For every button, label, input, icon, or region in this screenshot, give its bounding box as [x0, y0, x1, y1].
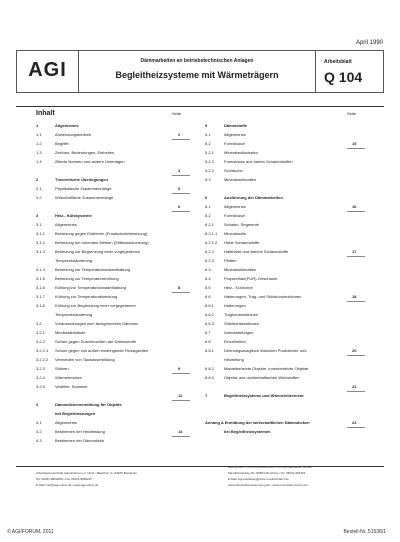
toc-entry-title: mit Begleitheizungen	[55, 411, 96, 416]
toc-entry-number: 5.2.3	[205, 168, 214, 173]
toc-entry-page: 17	[352, 249, 357, 254]
toc-entry-number: 1.4	[36, 159, 42, 164]
toc-entry-title: Einzelheiten	[224, 339, 246, 344]
copyright: © AGI/FORUM, 2011	[7, 529, 54, 535]
toc-entry-title: Mineralwollschalen	[224, 150, 258, 155]
toc-entry-number: 2.2	[36, 195, 42, 200]
toc-entry-number: 1	[36, 123, 39, 128]
toc-entry-title: Kühlung zur Temperaturkonstanthaltung	[55, 285, 126, 290]
footer-right-line4: www.industrielle-daemmung.de • www.immobilien-buch.com	[228, 483, 308, 487]
toc-entry-title: Wirtschaftliche Zusammenhänge	[55, 195, 114, 200]
toc-entry-number: 3.1.4	[36, 267, 45, 272]
page-column-label-left: Seite	[172, 111, 182, 116]
toc-entry-title: Mindestabstände	[55, 330, 86, 335]
page-separator-line	[347, 355, 365, 356]
toc-entry-title: Mantelbeheizte Objekte, Innenbeheizte Objekte	[224, 366, 309, 371]
toc-entry-page: 9	[178, 366, 181, 371]
toc-entry-number: 5	[205, 123, 208, 128]
toc-entry-title: Begleitheizsysteme und Wärmeleitzement	[224, 393, 304, 398]
toc-entry-number: 4	[36, 402, 39, 407]
toc-entry-number: 5.2.1	[205, 150, 214, 155]
toc-entry-title: Schutz gegen Durchfeuchten der Dämmstoffe	[55, 339, 137, 344]
toc-entry-title: Stützkonstruktionen	[224, 321, 260, 326]
toc-entry-number: 3.2	[36, 321, 42, 326]
sheet-number: Q 104	[324, 69, 363, 85]
toc-entry-number: 6.3	[205, 267, 211, 272]
footer-divider	[16, 466, 384, 467]
toc-entry-number: 6.6.2	[205, 312, 214, 317]
toc-entry-number: 6.2.2	[205, 249, 214, 254]
toc-entry-title: Begriffe	[55, 141, 69, 146]
toc-entry-title: Formstücke	[224, 213, 245, 218]
toc-entry-title: Objekte aus nichtmetallischen Werkstoffen	[224, 375, 300, 380]
footer-left-line1: Arbeitsgemeinschaft Industriebau e.V. (AGI) • Bleichstr. 9 • 64625 Bensheim	[36, 471, 138, 475]
toc-entry-title: Platten	[224, 258, 237, 263]
toc-entry-number: 6.6.1	[205, 303, 214, 308]
toc-entry-title: Mineralwollmatten	[224, 177, 257, 182]
toc-entry-title: Formstücke aus harten Schaumstoffen	[224, 159, 293, 164]
toc-entry-title: Temperaturänderung	[55, 312, 93, 317]
toc-entry-number: 3.1	[36, 222, 42, 227]
toc-entry-number: 6.7	[205, 330, 211, 335]
toc-entry-number: 6.6.3	[205, 321, 214, 326]
toc-entry-number: 4.3	[36, 438, 42, 443]
toc-entry-title: Voraussetzungen zum fachgerechten Dämmen	[55, 321, 139, 326]
toc-entry-number: 6.5	[205, 285, 211, 290]
toc-entry-page: 18	[352, 294, 357, 299]
toc-entry-number: 6.8.2	[205, 366, 214, 371]
toc-entry-title: Kühlung zur Begrenzung einer vorgegebenen	[55, 303, 136, 308]
toc-entry-title: Bestimmen der Dämmdicke	[55, 438, 105, 443]
toc-entry-number: 4.1	[36, 420, 42, 425]
toc-entry-number: 1.1	[36, 132, 42, 137]
toc-entry-title: Halterungen	[224, 303, 246, 308]
toc-entry-title: Allgemeines	[224, 204, 246, 209]
toc-entry-number: 3.1.7	[36, 294, 45, 299]
toc-entry-title: Mineralwolle	[224, 231, 247, 236]
toc-entry-title: Verteiler, Sammler	[55, 384, 88, 389]
toc-entry-number: 3.2.2.2	[36, 357, 49, 362]
page-separator-line	[347, 211, 365, 212]
toc-entry-number: 3.2.2	[36, 339, 45, 344]
toc-entry-title: Mineralwollmatten	[224, 267, 257, 272]
toc-entry-title: Tragkonstruktionen	[224, 312, 259, 317]
toc-entry-page: 14	[178, 429, 183, 434]
toc-entry-title: Ausführung der Dämmarbeiten	[224, 195, 283, 200]
toc-entry-title: Schläuche	[224, 168, 243, 173]
toc-entry-page: 16	[352, 204, 357, 209]
toc-entry-number: 2	[36, 177, 39, 182]
page-separator-line	[347, 427, 365, 428]
toc-entry-title: Schutz gegen von außen eindringende Flüssigkeiten	[55, 348, 149, 353]
footer-right-line1: Bezug durch: FORUM Zeitschriften- und Spezialmedien GmbH	[228, 465, 312, 469]
page-separator-line	[172, 211, 190, 212]
toc-entry-number: 6.2.1.2	[205, 240, 218, 245]
toc-entry-page: 20	[352, 348, 357, 353]
toc-entry-number: 6.6	[205, 294, 211, 299]
toc-entry-number: 5.1	[205, 132, 211, 137]
toc-heading: Inhalt	[36, 110, 55, 117]
toc-entry-title: Formstücke	[224, 141, 245, 146]
toc-entry-number: 6.2	[205, 213, 211, 218]
toc-entry-number: 7	[205, 393, 208, 398]
toc-entry-number: 3.1.8	[36, 303, 45, 308]
toc-entry-page: 21	[352, 384, 357, 389]
order-number: Bestell-Nr. 51538/1	[343, 529, 386, 535]
toc-entry-title: Beheizung zur Temperaturkonstanthaltung	[55, 267, 131, 272]
page-separator-line	[172, 175, 190, 176]
footer-left-line3: E-Mail: info@agi-online.de • www.agi-online.de	[36, 483, 99, 487]
toc-entry-title: Beheizung zur Begrenzung einer vorgegebenen	[55, 249, 140, 254]
toc-entry-title: Harte Schaumstoffe	[224, 240, 260, 245]
divider	[16, 106, 384, 107]
toc-entry-number: 6.4	[205, 276, 211, 281]
toc-entry-number: 6	[205, 195, 208, 200]
toc-entry-number: 3.2.2.1	[36, 348, 49, 353]
toc-entry-title: Wärmebrücken	[55, 375, 83, 380]
toc-entry-number: 1.3	[36, 150, 42, 155]
toc-entry-title: Heizleitung	[224, 357, 244, 362]
toc-entry-title: Zeichen, Bedeutungen, Einheiten	[55, 150, 115, 155]
page-separator-line	[347, 148, 365, 149]
toc-entry-title: Polyurethan(PUR)-Ortschaum	[224, 276, 278, 281]
toc-entry-number: 6.8.3	[205, 375, 214, 380]
toc-entry-title: Allgemeines	[55, 123, 79, 128]
toc-entry-number: 2.1	[36, 186, 42, 191]
toc-entry-title: Theoretische Überlegungen	[55, 177, 108, 182]
footer-left-line2: Tel. 06251-9869296 • Fax 06251-9869297	[36, 477, 93, 481]
title-block	[16, 50, 384, 93]
document-subtitle: Dämmarbeiten an betriebstechnischen Anlagen	[140, 58, 254, 64]
toc-entry-title: Dämmstoffe	[224, 123, 248, 128]
toc-entry-page: 8	[178, 285, 181, 290]
toc-entry-title: Heiz-, Kühlrohre	[224, 285, 253, 290]
page-separator-line	[172, 292, 190, 293]
toc-entry-number: 3.2.5	[36, 384, 45, 389]
publication-date: April 1990	[355, 40, 383, 46]
toc-entry-title: Beheizung zur Temperaturerhöhung	[55, 276, 119, 281]
toc-entry-title: Vermeiden von Tauwasserbildung	[55, 357, 115, 362]
toc-entry-title: Ummantelungen	[224, 330, 254, 335]
page-separator-line	[172, 139, 190, 140]
toc-entry-title: Beheizung bei ruhenden Medien (Stillstandsheizung)	[55, 240, 149, 245]
toc-entry-number: 5.3	[205, 177, 211, 182]
document-title: Begleitheizsysteme mit Wärmeträgern	[115, 70, 279, 80]
toc-entry-number: 6.1	[205, 204, 211, 209]
toc-entry-title: Halterungen, Trag- und Stützkonstruktionen	[224, 294, 302, 299]
toc-entry-number: 1.2	[36, 141, 42, 146]
toc-entry-title: Schalen, Segmente	[224, 222, 259, 227]
page-column-label-right: Seite	[347, 111, 357, 116]
toc-entry-number: 3.1.5	[36, 276, 45, 281]
toc-entry-page: 22	[352, 420, 357, 425]
page-separator-line	[347, 256, 365, 257]
toc-entry-number: 6.2.1.1	[205, 231, 218, 236]
toc-entry-title: Heiz-, Kühlsysteme	[55, 213, 92, 218]
toc-entry-number: 3.1.3	[36, 249, 45, 254]
toc-entry-number: 6.8	[205, 339, 211, 344]
toc-entry-title: Bestimmen der Heizleistung	[55, 429, 105, 434]
toc-entry-number: 3.2.3	[36, 366, 45, 371]
toc-entry-number: 5.2.2	[205, 159, 214, 164]
toc-entry-title: Beheizung gegen Einfrieren (Frostschutzbeheizung)	[55, 231, 148, 236]
toc-entry-number: 3.1.2	[36, 240, 45, 245]
footer-right-line2: Mandichostraße 18 • 86504 Merching • Tel. 08233-381361	[228, 471, 306, 475]
toc-entry-page: 5	[178, 186, 181, 191]
toc-entry-title: Physikalische Zusammenhänge	[55, 186, 112, 191]
toc-entry-number: 6.2.3	[205, 258, 214, 263]
agi-logo: AGI	[28, 59, 67, 81]
toc-entry-title: bei Begleitheizsystemen	[224, 429, 271, 434]
toc-entry-number: 6.8.1	[205, 348, 214, 353]
toc-entry-title: Zitierte Normen und andere Unterlagen	[55, 159, 125, 164]
toc-entry-title: Allgemeines	[55, 222, 77, 227]
toc-entry-title: Anwendungsbereich	[55, 132, 92, 137]
page-separator-line	[172, 373, 190, 374]
toc-entry-page: 6	[178, 204, 181, 209]
toc-entry-title: Dämmdickenermittlung für Objekte	[55, 402, 122, 407]
footer-right-line3: E-Mail: agi-bestellung@forum-zeitschriften.de	[228, 477, 289, 481]
toc-entry-number: 4.2	[36, 429, 42, 434]
toc-entry-title: Temperaturänderung	[55, 258, 93, 263]
toc-entry-page: 3	[178, 168, 181, 173]
toc-entry-title: Anhang A Ermittlung der wirtschaftlichen Dämmdicken	[205, 420, 310, 425]
toc-entry-title: Dehnungsausgleich zwischen Produktrohr und	[224, 348, 307, 353]
toc-entry-number: 6.2.1	[205, 222, 214, 227]
toc-entry-page: 2	[178, 132, 181, 137]
toc-entry-title: Allgemeines	[224, 132, 246, 137]
page-separator-line	[347, 391, 365, 392]
toc-entry-number: 3.2.1	[36, 330, 45, 335]
page-separator-line	[172, 436, 190, 437]
page-separator-line	[172, 400, 190, 401]
toc-entry-title: Kühlung zur Temperaturabsenkung	[55, 294, 118, 299]
toc-entry-title: Stützen	[55, 366, 69, 371]
toc-entry-number: 3.1.6	[36, 285, 45, 290]
page-separator-line	[172, 193, 190, 194]
toc-entry-title: Halbharte und weiche Schaumstoffe	[224, 249, 289, 254]
toc-entry-page: 15	[352, 141, 357, 146]
sheet-label: Arbeitsblatt	[324, 59, 352, 65]
toc-entry-number: 3.2.4	[36, 375, 45, 380]
toc-entry-title: Allgemeines	[55, 420, 77, 425]
toc-entry-number: 5.2	[205, 141, 211, 146]
toc-entry-page: 12	[178, 393, 183, 398]
toc-entry-number: 3	[36, 213, 39, 218]
toc-entry-number: 3.1.1	[36, 231, 45, 236]
page-separator-line	[347, 301, 365, 302]
